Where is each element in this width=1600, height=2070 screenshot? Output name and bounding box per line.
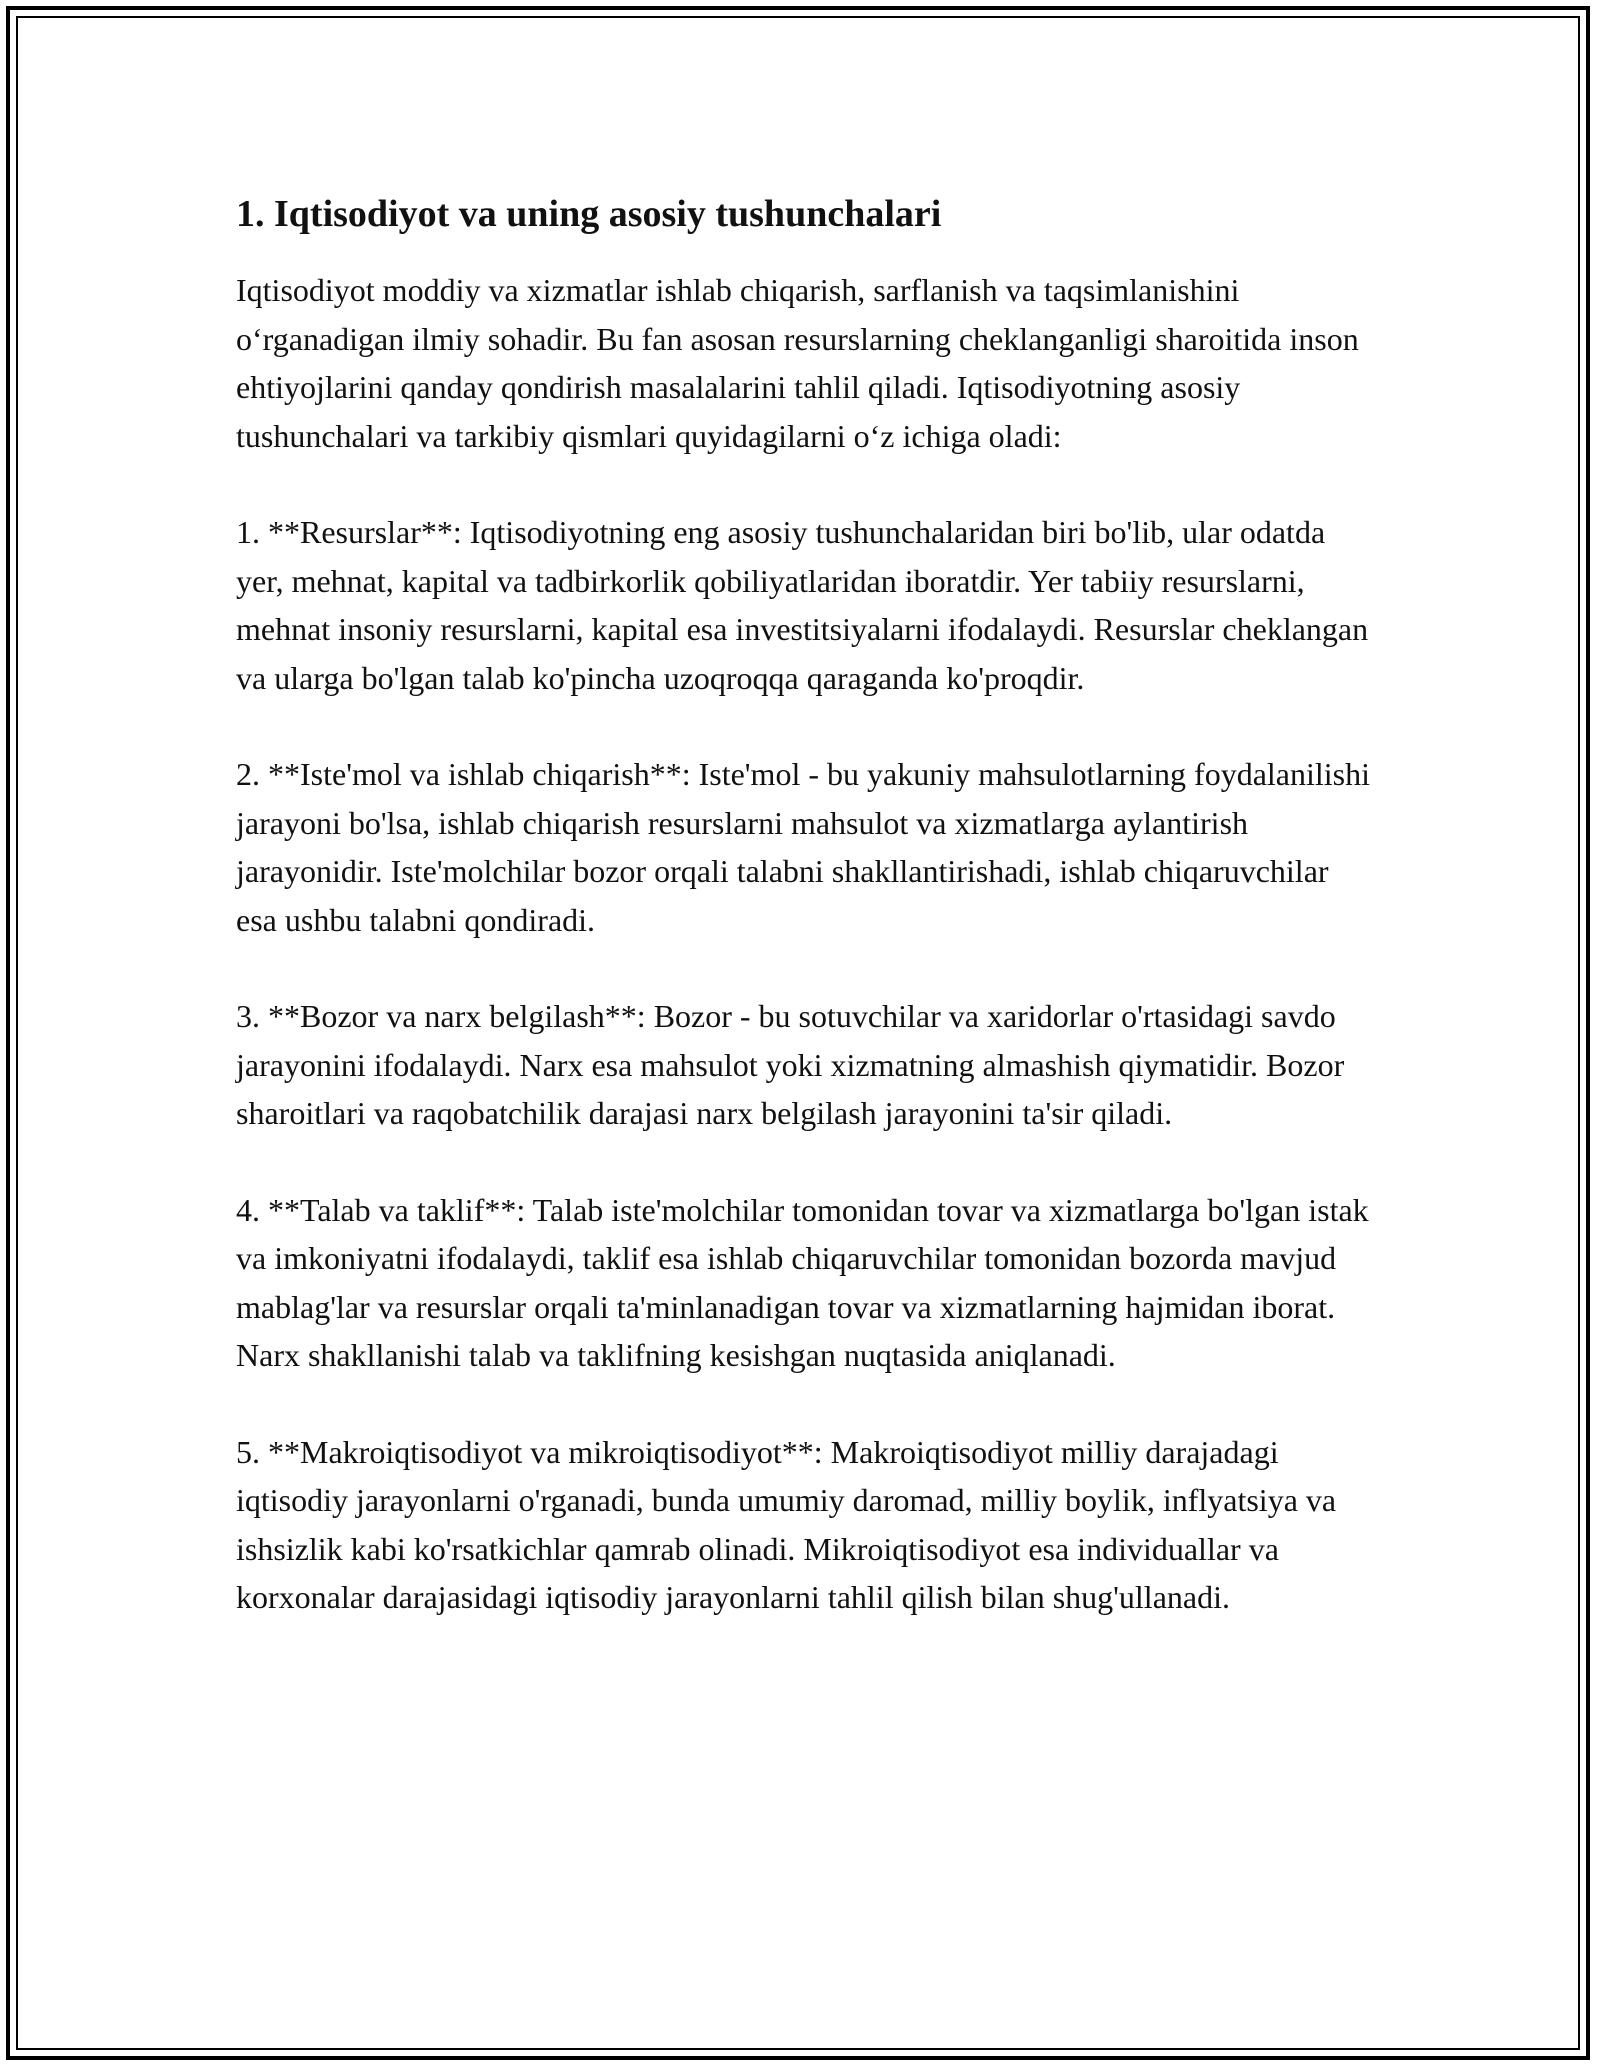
intro-paragraph: Iqtisodiyot moddiy va xizmatlar ishlab chiqarish, sarflanish va taqsimlanishini o‘rganadigan ilmiy sohadir. Bu fan asosan resurslarning cheklanganligi sharoitida inson ehtiyojlarini qanday qondirish masalalarini tahlil qiladi. Iqtisodiyotning asosiy tushunchalari va tarkibiy qismlari quyidagilarni o‘z ichiga oladi: xyxy=(236,272,1359,454)
list-item-resources: 1. **Resurslar**: Iqtisodiyotning eng asosiy tushunchalaridan biri bo'lib, ular odatda yer, mehnat, kapital va tadbirkorlik qobiliyatlaridan iboratdir. Yer tabiiy resurslarni, mehnat insoniy resurslarni, kapital esa investitsiyalarni ifodalaydi. Resurslar cheklangan va ularga bo'lgan talab ko'pincha uzoqroqqa qaraganda ko'proqdir. xyxy=(236,514,1369,696)
section-heading: 1. Iqtisodiyot va uning asosiy tushunchalari xyxy=(236,193,942,235)
document-body xyxy=(236,190,1376,1670)
list-item-consumption-production: 2. **Iste'mol va ishlab chiqarish**: Iste'mol - bu yakuniy mahsulotlarning foydalanilishi jarayoni bo'lsa, ishlab chiqarish resurslarni mahsulot va xizmatlarga aylantirish jarayonidir. Iste'molchilar bozor orqali talabni shakllantirishadi, ishlab chiqaruvchilar esa ushbu talabni qondiradi. xyxy=(236,756,1371,938)
list-item-macro-micro: 5. **Makroiqtisodiyot va mikroiqtisodiyot**: Makroiqtisodiyot milliy darajadagi iqtisodiy jarayonlarni o'rganadi, bunda umumiy daromad, milliy boylik, inflyatsiya va ishsizlik kabi ko'rsatkichlar qamrab olinadi. Mikroiqtisodiyot esa individuallar va korxonalar darajasidagi iqtisodiy jarayonlarni tahlil qilish bilan shug'ullanadi. xyxy=(236,1433,1337,1615)
list-item-supply-demand: 4. **Talab va taklif**: Talab iste'molchilar tomonidan tovar va xizmatlarga bo'lgan istak va imkoniyatni ifodalaydi, taklif esa ishlab chiqaruvchilar tomonidan bozorda mavjud mablag'lar va resurslar orqali ta'minlanadigan tovar va xizmatlarning hajmidan iborat. Narx shakllanishi talab va taklifning kesishgan nuqtasida aniqlanadi. xyxy=(236,1191,1369,1373)
list-item-market-pricing: 3. **Bozor va narx belgilash**: Bozor - bu sotuvchilar va xaridorlar o'rtasidagi savdo jarayonini ifodalaydi. Narx esa mahsulot yoki xizmatning almashish qiymatidir. Bozor sharoitlari va raqobatchilik darajasi narx belgilash jarayonini ta'sir qiladi. xyxy=(236,998,1345,1131)
